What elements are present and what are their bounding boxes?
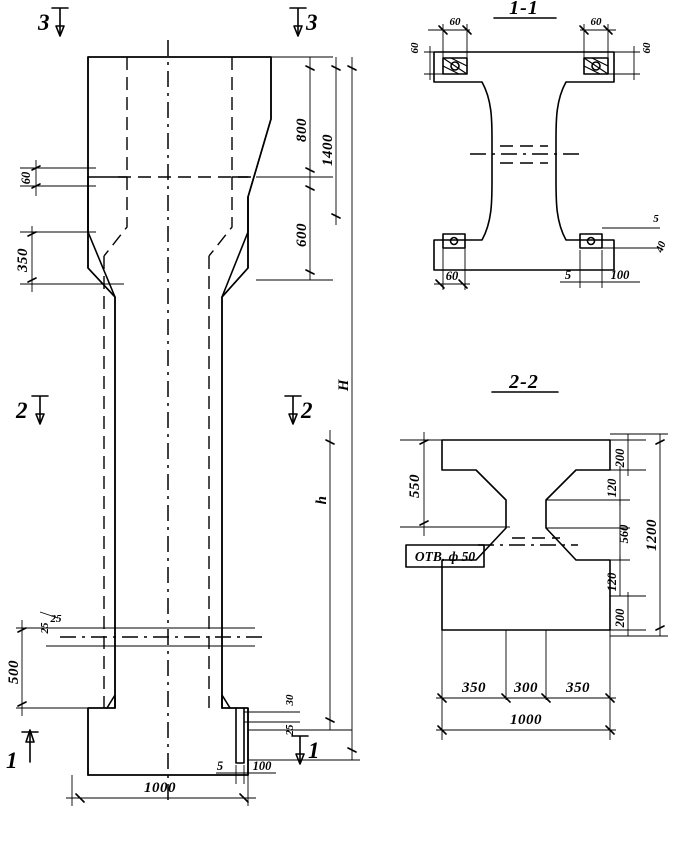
dim-1000-bottom-label: 1000: [144, 780, 176, 796]
dim-200-top-label: 200: [613, 448, 627, 468]
dim-1200-label: 1200: [644, 519, 660, 551]
mark-1-left-label: 1: [6, 748, 18, 773]
mark-2-left-arrow: [32, 396, 48, 422]
dim-1000-s2-label: 1000: [510, 712, 542, 728]
section-1-1: [409, 0, 669, 290]
dim-60-tr-v-label: 60: [641, 42, 653, 54]
dim-120-bottom-label: 120: [605, 572, 619, 592]
mark-3-left-arrow: [52, 8, 68, 34]
section-1-1-outline: [434, 52, 614, 270]
mark-3-right: [290, 8, 318, 36]
mark-3-right-label: 3: [306, 10, 318, 35]
column-left-edge: [88, 57, 115, 775]
mark-2-right-label: 2: [301, 398, 313, 423]
mark-2-left-label: 2: [16, 398, 28, 423]
mark-2-left: [15, 396, 48, 424]
haunch-left: [107, 695, 115, 708]
dim-40-br-label: 40: [653, 239, 669, 255]
dim-60-tl-h-label: 60: [449, 16, 461, 28]
taper-dashed-right: [209, 177, 232, 256]
left-taper-edge: [88, 232, 115, 297]
column-right-edge: [222, 57, 271, 775]
plate-bottom-right: [580, 234, 602, 248]
dim-560-label: 560: [617, 524, 631, 544]
right-taper-edge: [222, 232, 248, 297]
dim-550-label: 550: [407, 474, 423, 498]
dim-25-left-label: 25: [39, 622, 51, 634]
dim-500-label: 500: [6, 660, 22, 684]
dim-base-100-label: 100: [610, 268, 630, 282]
plate-top-right-hatch: [584, 58, 608, 74]
mark-2-right-arrow: [285, 396, 301, 422]
bolt-bottom-left: [451, 238, 458, 245]
dim-350-label: 350: [15, 248, 31, 272]
dim-350-right-label: 350: [566, 680, 590, 696]
column-elevation: [6, 8, 360, 806]
dim-1400-label: 1400: [320, 134, 336, 166]
dim-5-bottom-label: 5: [216, 759, 224, 773]
mark-2-right: [285, 396, 313, 424]
plate-bottom-left: [443, 234, 465, 248]
dim-60-tl-v-label: 60: [409, 42, 421, 54]
dim-350-left-label: 350: [462, 680, 486, 696]
dim-30-label: 30: [284, 694, 296, 706]
dim-300-label: 300: [514, 680, 538, 696]
dim-100-bottom-label: 100: [252, 759, 272, 773]
mark-1-left-arrow: [22, 732, 38, 762]
section-2-2-title: 2-2: [509, 371, 539, 393]
dim-5-br-label: 5: [653, 213, 659, 225]
dim-60-tr-label: 60: [590, 16, 602, 28]
haunch-right: [222, 695, 230, 708]
hole-note-label: ОТВ. ф 50: [414, 549, 476, 564]
mark-3-left-label: 3: [38, 10, 50, 35]
anchor-bolt-right: [236, 708, 244, 763]
section-1-1-title: 1-1: [509, 0, 539, 19]
taper-dashed-left: [104, 177, 127, 256]
dim-H-label: H: [336, 378, 352, 392]
dim-25-anchor-label: 25: [284, 724, 296, 736]
dim-25-top-label: 25: [50, 613, 62, 625]
section-2-2: [400, 371, 668, 740]
mark-3-right-arrow: [290, 8, 306, 34]
plate-top-left-hatch: [443, 58, 467, 74]
dim-60-top-label: 60: [19, 171, 33, 185]
dim-base-5-label: 5: [564, 268, 572, 282]
dim-800-label: 800: [294, 118, 310, 142]
dim-60-bl-label: 60: [445, 269, 459, 283]
dim-600-label: 600: [294, 223, 310, 247]
dim-60-tl-ext: [443, 24, 467, 58]
dim-120-top-label: 120: [605, 478, 619, 498]
mark-3-left: [37, 8, 68, 36]
mark-1-right-arrow: [292, 736, 308, 762]
mark-1-left: [6, 730, 38, 773]
bolt-bottom-right: [588, 238, 595, 245]
dim-60-tr-ext: [584, 24, 608, 58]
section-2-2-outline: [442, 440, 610, 630]
mark-1-right-label: 1: [308, 738, 320, 763]
dim-h-label: h: [314, 495, 330, 505]
dim-200-bottom-label: 200: [613, 608, 627, 628]
